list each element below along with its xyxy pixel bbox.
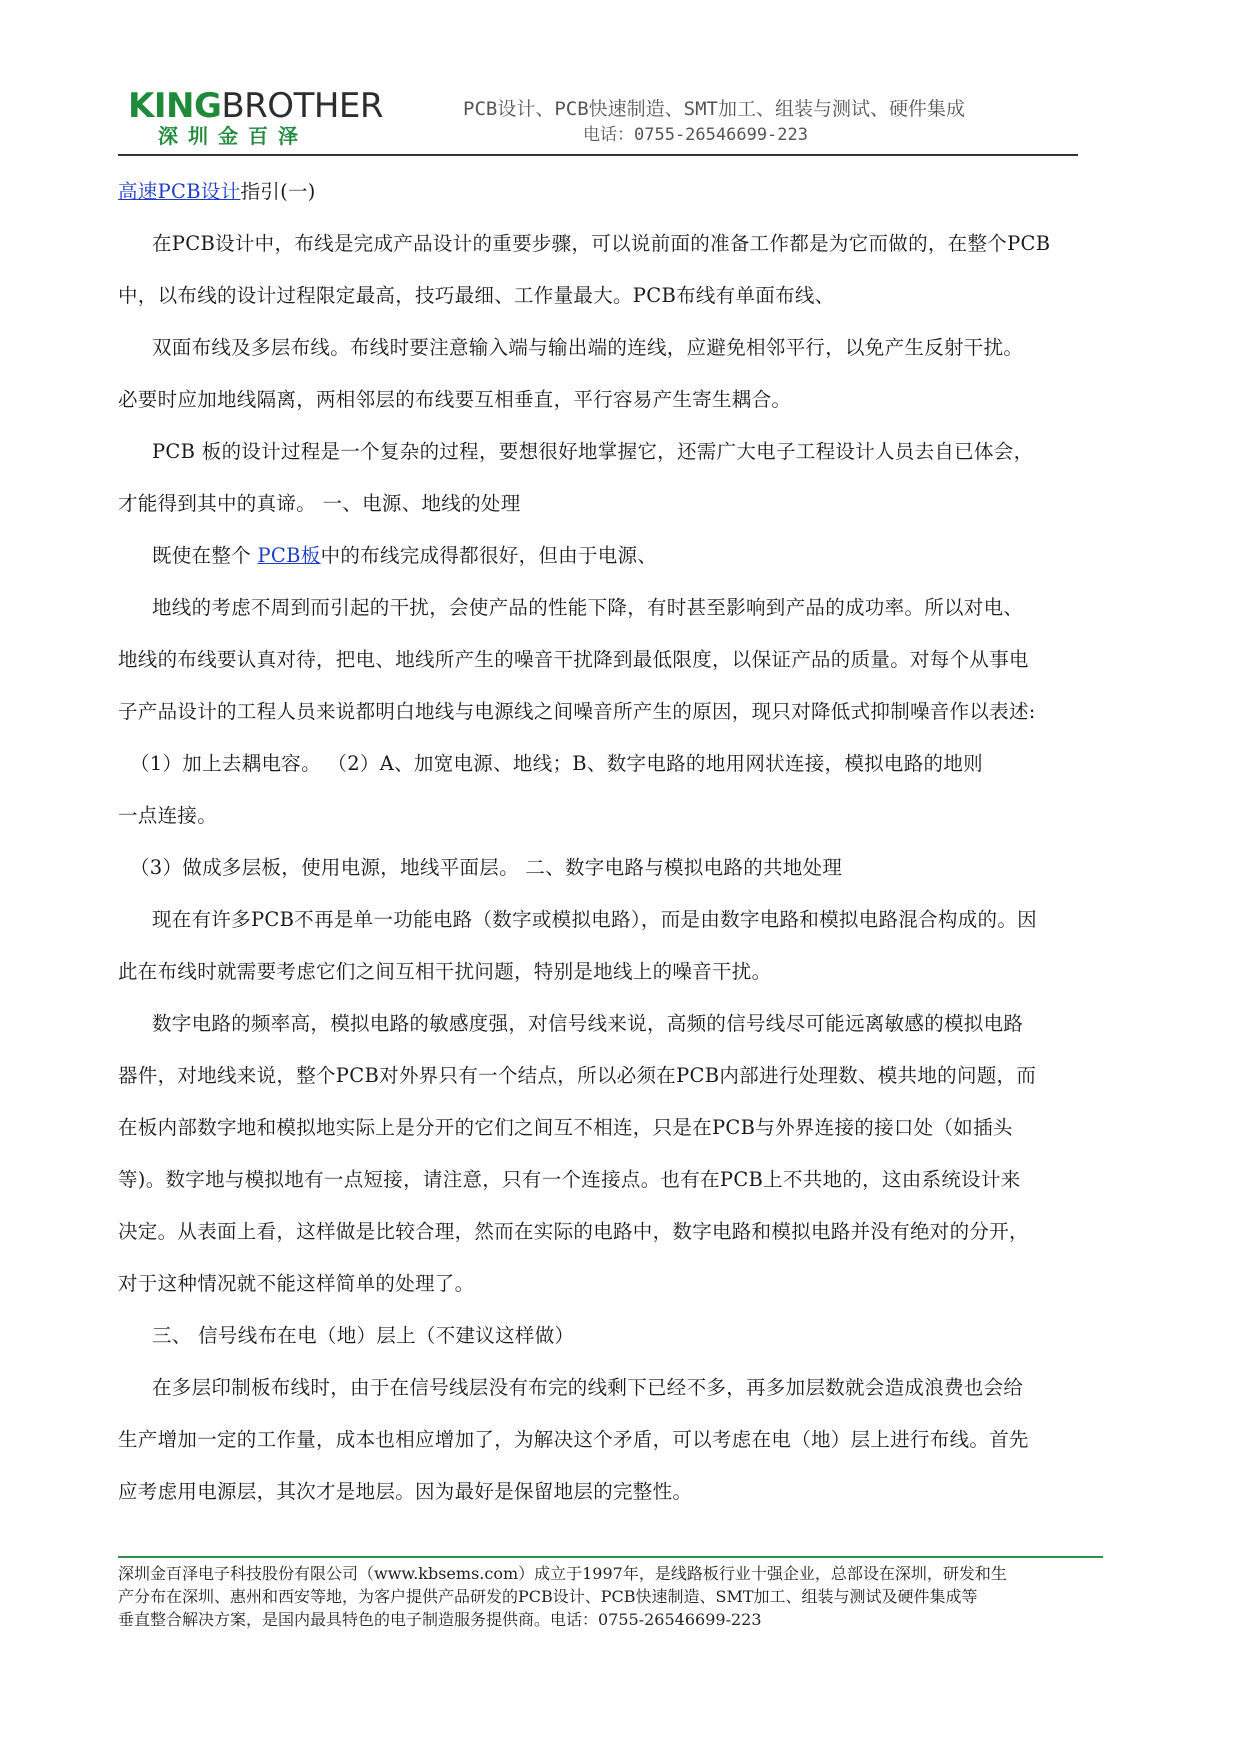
paragraph-line: 一点连接。 xyxy=(118,804,218,827)
company-logo xyxy=(128,88,398,146)
page-header xyxy=(118,82,1078,154)
page-footer xyxy=(118,1562,1118,1631)
text-span: 中的布线完成得都很好，但由于电源、 xyxy=(320,544,658,567)
paragraph-line: 在多层印制板布线时，由于在信号线层没有布完的线剩下已经不多，再多加层数就会造成浪费也会给 xyxy=(152,1376,1024,1399)
document-body xyxy=(118,166,1118,1518)
paragraph-line: 等)。数字地与模拟地有一点短接，请注意，只有一个连接点。也有在PCB上不共地的，这由系统设计来 xyxy=(118,1168,1021,1191)
paragraph-line: 决定。从表面上看，这样做是比较合理，然而在实际的电路中，数字电路和模拟电路并没有绝对的分开， xyxy=(118,1220,1029,1243)
paragraph-line: 子产品设计的工程人员来说都明白地线与电源线之间噪音所产生的原因，现只对降低式抑制噪音作以表述: xyxy=(118,700,1036,723)
logo-chinese-name: 深圳金百泽 xyxy=(158,124,308,148)
logo-brother: BROTHER xyxy=(221,86,384,126)
paragraph-line: 才能得到其中的真谛。 一、电源、地线的处理 xyxy=(118,492,521,515)
logo-wordmark xyxy=(128,88,398,124)
paragraph-line: 现在有许多PCB不再是单一功能电路（数字或模拟电路），而是由数字电路和模拟电路混合构成的。因 xyxy=(152,908,1037,931)
paragraph-line: 地线的考虑不周到而引起的干扰，会使产品的性能下降，有时甚至影响到产品的成功率。所以对电、 xyxy=(152,596,1024,619)
paragraph-line: 双面布线及多层布线。布线时要注意输入端与输出端的连线，应避免相邻平行，以免产生反射干扰。 xyxy=(152,336,1024,359)
paragraph-line xyxy=(118,530,1118,582)
paragraph-line: 在板内部数字地和模拟地实际上是分开的它们之间互不相连，只是在PCB与外界连接的接口处（如插头 xyxy=(118,1116,1013,1139)
paragraph-line: 地线的布线要认真对待，把电、地线所产生的噪音干扰降到最低限度，以保证产品的质量。对每个从事电 xyxy=(118,648,1029,671)
paragraph-line: 必要时应加地线隔离，两相邻层的布线要互相垂直，平行容易产生寄生耦合。 xyxy=(118,388,792,411)
paragraph-line: （1）加上去耦电容。 （2）A、加宽电源、地线；B、数字电路的地用网状连接，模拟电路的地则 xyxy=(130,752,983,775)
paragraph-line: 生产增加一定的工作量，成本也相应增加了，为解决这个矛盾，可以考虑在电（地）层上进行布线。首先 xyxy=(118,1428,1029,1451)
paragraph-line: PCB 板的设计过程是一个复杂的过程，要想很好地掌握它，还需广大电子工程设计人员去自已体会， xyxy=(152,440,1034,463)
paragraph-line: 应考虑用电源层，其次才是地层。因为最好是保留地层的完整性。 xyxy=(118,1480,693,1503)
paragraph-line: 中，以布线的设计过程限定最高，技巧最细、工作量最大。PCB布线有单面布线、 xyxy=(118,284,835,307)
footer-line: 深圳金百泽电子科技股份有限公司（www.kbsems.com）成立于1997年，是线路板行业十强企业，总部设在深圳，研发和生 xyxy=(118,1564,1007,1583)
paragraph-line: 对于这种情况就不能这样简单的处理了。 xyxy=(118,1272,475,1295)
paragraph-line: 器件，对地线来说，整个PCB对外界只有一个结点，所以必须在PCB内部进行处理数、模共地的问题，而 xyxy=(118,1064,1037,1087)
services-line: PCB设计、PCB快速制造、SMT加工、组装与测试、硬件集成 xyxy=(463,98,965,120)
header-slogan xyxy=(463,96,1073,148)
text-span: 既使在整个 xyxy=(152,544,258,567)
title-link[interactable]: 高速PCB设计 xyxy=(118,180,241,203)
paragraph-line: 此在布线时就需要考虑它们之间互相干扰问题，特别是地线上的噪音干扰。 xyxy=(118,960,772,983)
document-title xyxy=(118,166,1118,218)
header-phone: 电话：0755-26546699-223 xyxy=(583,125,808,145)
title-rest: 指引(一) xyxy=(240,180,316,203)
footer-line: 产分布在深圳、惠州和西安等地，为客户提供产品研发的PCB设计、PCB快速制造、SMT加工、组装与测试及硬件集成等 xyxy=(118,1587,978,1606)
paragraph-line: （3）做成多层板，使用电源，地线平面层。 二、数字电路与模拟电路的共地处理 xyxy=(130,856,843,879)
paragraph-line: 数字电路的频率高，模拟电路的敏感度强，对信号线来说，高频的信号线尽可能远离敏感的模拟电路 xyxy=(152,1012,1024,1035)
footer-line: 垂直整合解决方案，是国内最具特色的电子制造服务提供商。电话：0755-26546699-223 xyxy=(118,1610,762,1629)
header-divider xyxy=(118,154,1078,156)
paragraph-line: 在PCB设计中，布线是完成产品设计的重要步骤，可以说前面的准备工作都是为它而做的，在整个PCB xyxy=(152,232,1051,255)
logo-king: KING xyxy=(128,86,222,126)
footer-divider xyxy=(118,1556,1103,1558)
pcb-board-link[interactable]: PCB板 xyxy=(257,544,321,567)
section-heading: 三、 信号线布在电（地）层上（不建议这样做） xyxy=(152,1324,575,1347)
